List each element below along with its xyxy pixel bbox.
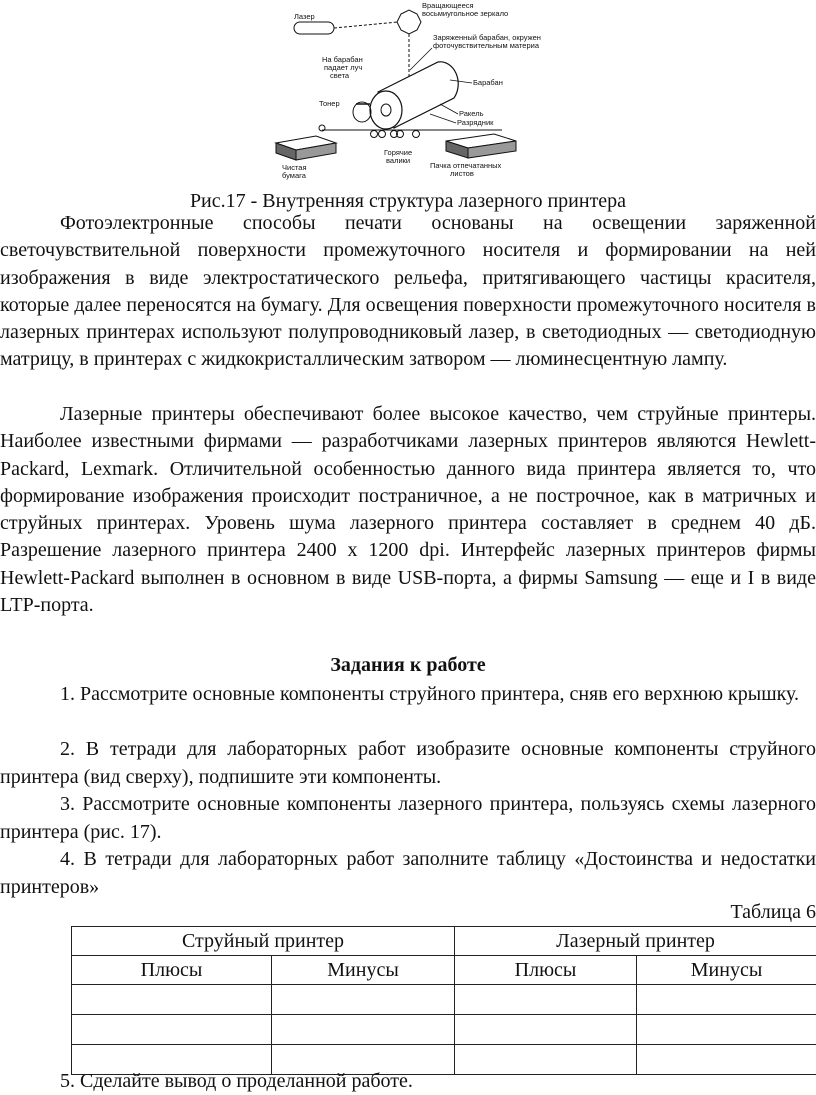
- table-cell: [455, 1015, 637, 1045]
- task-3: 3. Рассмотрите основные компоненты лазерного принтера, пользуясь схемы лазерного принтера (рис. 17).: [0, 793, 816, 843]
- clean-paper-label-1: Чистая: [282, 163, 307, 172]
- paragraph-laser-printers: Лазерные принтеры обеспечивают более высокое качество, чем струйные принтеры. Наиболее известными фирмами — разработчиками лазерных принтеров являются Hewlett-Packard, Lexmark. Отличительной особенностью данного вида принтера является то, что формирование изображения происходит постраничное, а не построчное, как в матричных и струйных принтерах. Уровень шума лазерного принтера составляет в среднем 40 дБ. Разрешение лазерного принтера 2400 х 1200 dpi. Интерфейс лазерных принтеров фирмы Hewlett-Packard выполнен в основном в виде USB-порта, а фирмы Samsung — еще и I в виде LTP-порта.: [0, 403, 816, 617]
- printed-stack-label-2: листов: [450, 169, 474, 178]
- group-inkjet-printer: Струйный принтер: [72, 927, 455, 956]
- table-cell: [272, 985, 455, 1015]
- group-laser-printer: Лазерный принтер: [455, 927, 816, 956]
- table-row: [72, 985, 816, 1015]
- beam-label-1: На барабан: [322, 55, 363, 64]
- table-cell: [72, 1015, 272, 1045]
- laser-printer-diagram: [270, 0, 560, 180]
- tasks-heading: Задания к работе: [330, 654, 486, 676]
- printers-comparison-table: [71, 926, 816, 1075]
- laser-pros-header: Плюсы: [455, 956, 637, 985]
- table-group-header-row: [72, 927, 816, 956]
- discharger-label: Разрядник: [457, 118, 494, 127]
- table-row: [72, 1015, 816, 1045]
- laser-shape: [294, 22, 334, 34]
- clean-paper-stack: [276, 136, 336, 160]
- inkjet-pros-header: Плюсы: [72, 956, 272, 985]
- task-5-conclusion: 5. Сделайте вывод о проделанной работе.: [60, 1070, 413, 1092]
- task-1: 1. Рассмотрите основные компоненты струйного принтера, сняв его верхнюю крышку.: [60, 683, 800, 705]
- fuser-label-1: Горячие: [384, 148, 413, 157]
- rakel-label: Ракель: [459, 109, 484, 118]
- beam-label-3: света: [330, 71, 350, 80]
- printed-stack-label-1: Пачка отпечатанных: [430, 161, 502, 170]
- laser-label: Лазер: [294, 12, 315, 21]
- polygon-mirror-label-2: восьмиугольное зеркало: [422, 9, 509, 18]
- table-cell: [72, 985, 272, 1015]
- fuser-label-2: валики: [386, 156, 411, 165]
- table-subheader-row: [72, 956, 816, 985]
- polygon-mirror-shape: [397, 10, 421, 34]
- laser-cons-header: Минусы: [637, 956, 816, 985]
- paragraph-photoelectronic: Фотоэлектронные способы печати основаны на освещении заряженной светочувствительной поверхности промежуточного носителя и формировании на ней изображения в виде электростатического рельефа, притягивающего частицы красителя, которые далее переносятся на бумагу. Для освещения поверхности промежуточного носителя в лазерных принтерах используют полупроводниковый лазер, в светодиодных — светодиодную матрицу, в принтерах с жидкокристаллическим затвором — люминесцентную лампу.: [0, 212, 816, 371]
- beam-label-2: падает луч: [324, 63, 363, 72]
- inkjet-cons-header: Минусы: [272, 956, 455, 985]
- table-cell: [455, 1045, 637, 1075]
- drum-label: Барабан: [473, 78, 503, 87]
- table-cell: [637, 1045, 816, 1075]
- charged-drum-label-1: Заряженный барабан, окружен: [433, 33, 541, 42]
- task-2: 2. В тетради для лабораторных работ изобразите основные компоненты струйного принтера (вид сверху), подпишите эти компоненты.: [0, 738, 816, 788]
- clean-paper-label-2: бумага: [282, 171, 306, 180]
- polygon-mirror-label-1: Вращающееся: [422, 1, 474, 10]
- toner-label: Тонер: [319, 99, 340, 108]
- table-cell: [455, 985, 637, 1015]
- table-caption: Таблица 6: [730, 901, 816, 923]
- drum-shape: [356, 62, 458, 129]
- printed-paper-stack: [446, 134, 516, 158]
- task-4: 4. В тетради для лабораторных работ заполните таблицу «Достоинства и недостатки принтеров»: [0, 848, 816, 898]
- table-cell: [272, 1015, 455, 1045]
- table-cell: [637, 985, 816, 1015]
- figure-caption: Рис.17 - Внутренняя структура лазерного принтера: [189, 190, 627, 212]
- charged-drum-label-2: фоточувствительным материа: [433, 41, 539, 50]
- table-cell: [637, 1015, 816, 1045]
